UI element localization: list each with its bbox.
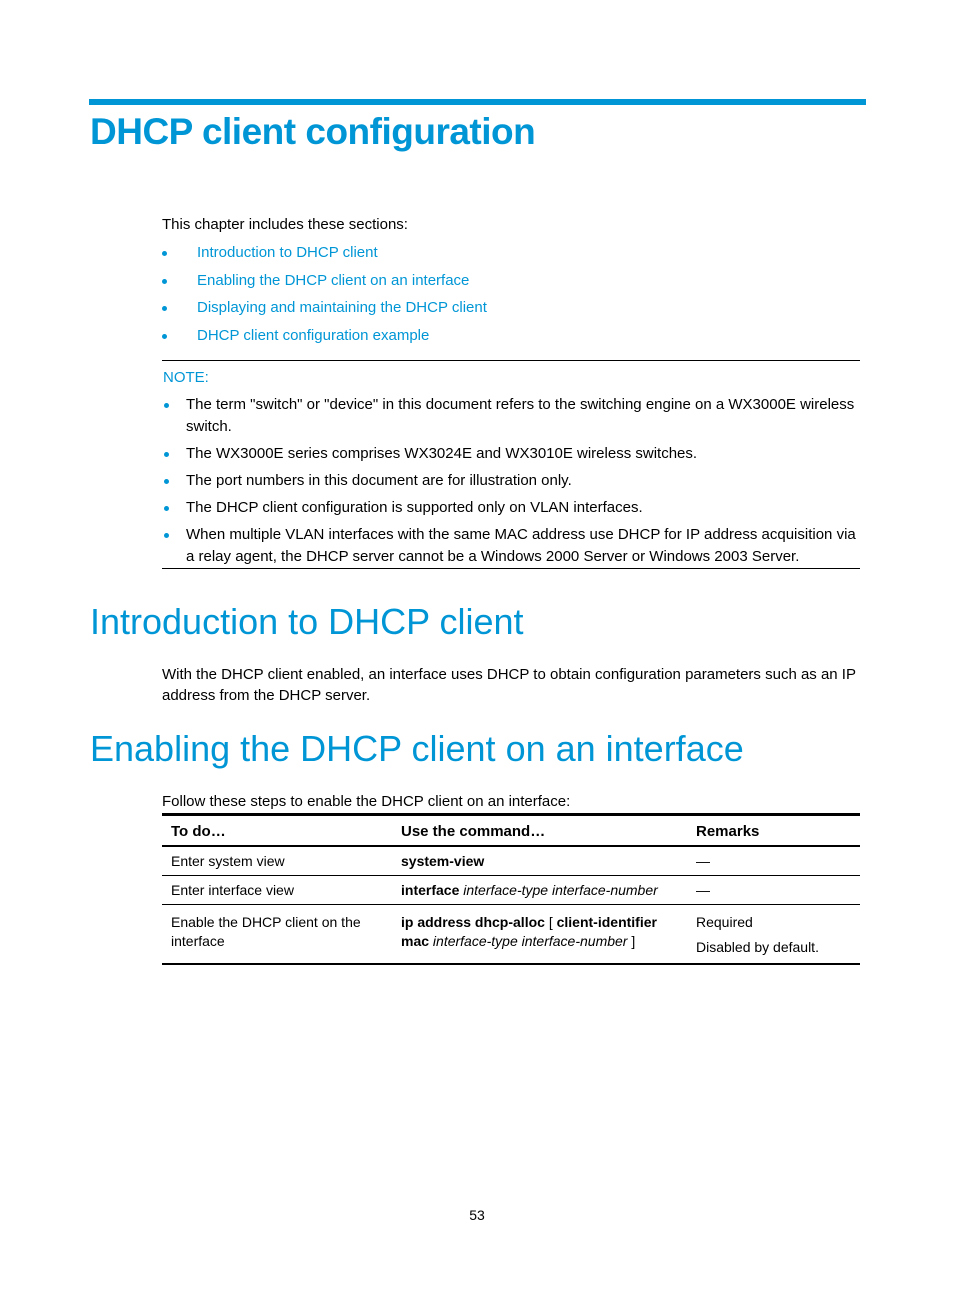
note-text: When multiple VLAN interfaces with the same MAC address use DHCP for IP address acquisition via a relay agent, the DHCP server cannot be a Windows 2000 Server or Windows 2003 Server. <box>186 526 856 565</box>
bullet-icon <box>164 403 169 408</box>
note-label: NOTE: <box>163 369 209 386</box>
remarks-cell: — <box>687 846 860 876</box>
note-text: The DHCP client configuration is supported only on VLAN interfaces. <box>186 499 643 516</box>
remarks-cell <box>687 905 860 965</box>
note-list <box>162 394 862 573</box>
section-heading-introduction: Introduction to DHCP client <box>90 601 524 642</box>
column-header-todo: To do… <box>162 815 392 847</box>
bullet-icon <box>164 452 169 457</box>
todo-cell: Enter interface view <box>162 876 392 905</box>
table-row <box>162 846 860 876</box>
note-item <box>162 470 862 492</box>
bullet-icon <box>164 506 169 511</box>
note-item <box>162 524 862 568</box>
note-text: The port numbers in this document are for illustration only. <box>186 472 572 489</box>
table-row <box>162 905 860 965</box>
todo-cell: Enter system view <box>162 846 392 876</box>
bullet-icon <box>164 533 169 538</box>
command-keyword: interface <box>401 882 460 898</box>
steps-table <box>162 813 860 965</box>
page-number: 53 <box>469 1207 485 1223</box>
command-bracket: ] <box>631 933 636 949</box>
command-argument: interface-type interface-number <box>432 933 628 949</box>
table-header-row <box>162 815 860 847</box>
intro-text: This chapter includes these sections: <box>162 216 408 233</box>
command-cell <box>392 905 687 965</box>
note-item <box>162 443 862 465</box>
remarks-line: Required <box>696 914 753 930</box>
section-body-introduction: With the DHCP client enabled, an interface uses DHCP to obtain configuration parameters such as an IP address from the DHCP server. <box>162 666 856 704</box>
bullet-icon <box>164 479 169 484</box>
chapter-title: DHCP client configuration <box>90 111 536 152</box>
command-keyword: system-view <box>401 853 485 869</box>
note-item <box>162 497 862 519</box>
section-heading-enabling: Enabling the DHCP client on an interface <box>90 728 744 769</box>
toc-link-enabling[interactable]: Enabling the DHCP client on an interface <box>197 271 470 289</box>
remarks-line: Disabled by default. <box>696 939 819 955</box>
bullet-icon <box>162 334 167 339</box>
column-header-remarks: Remarks <box>687 815 860 847</box>
table-row <box>162 876 860 905</box>
bullet-icon <box>162 306 167 311</box>
command-keyword: client-identifier mac <box>401 914 657 949</box>
toc-link-example[interactable]: DHCP client configuration example <box>197 326 430 344</box>
note-item <box>162 394 862 438</box>
toc-link-introduction[interactable]: Introduction to DHCP client <box>197 244 378 261</box>
todo-cell: Enable the DHCP client on the interface <box>162 905 392 965</box>
section-body-enabling: Follow these steps to enable the DHCP client on an interface: <box>162 793 571 810</box>
bullet-icon <box>162 279 167 284</box>
command-bracket: [ <box>548 914 553 930</box>
toc-link-displaying[interactable]: Displaying and maintaining the DHCP client <box>197 299 487 316</box>
command-keyword: ip address dhcp-alloc <box>401 914 545 930</box>
column-header-command: Use the command… <box>392 815 687 847</box>
remarks-cell: — <box>687 876 860 905</box>
command-cell <box>392 876 687 905</box>
note-text: The WX3000E series comprises WX3024E and WX3010E wireless switches. <box>186 445 698 462</box>
note-text: The term "switch" or "device" in this document refers to the switching engine on a WX3000E wireless switch. <box>186 396 855 435</box>
command-argument: interface-type interface-number <box>463 882 658 898</box>
bullet-icon <box>162 251 167 256</box>
chapter-rule <box>89 99 866 105</box>
command-cell <box>392 846 687 876</box>
